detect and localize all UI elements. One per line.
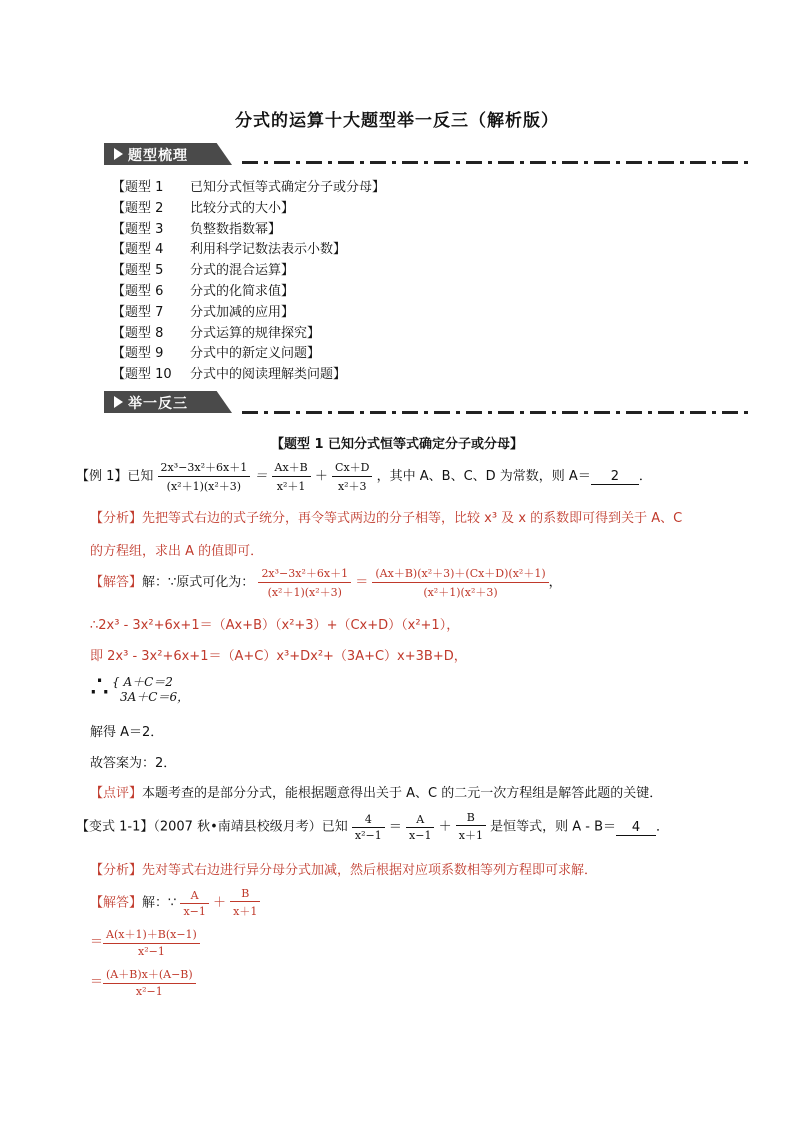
- solution-step-3: 解得 A＝2．: [90, 725, 164, 740]
- topic-number: 【题型 2: [112, 200, 164, 216]
- topic-text: 分式加减的应用】: [190, 304, 295, 320]
- topic-number: 【题型 4: [112, 242, 164, 258]
- topic-number: 【题型 9: [112, 346, 164, 362]
- banner-label: 举一反三: [128, 396, 188, 412]
- topic-text: 利用科学记数法表示小数】: [190, 242, 347, 258]
- topic-item: [112, 365, 385, 386]
- variant-step-1: ＝ $\frac{A(x+1)+B(x-1)}{\text{x²−1}}$: [90, 926, 200, 958]
- topic-item: [112, 282, 385, 303]
- topic-item: [112, 261, 385, 282]
- section-heading: 【题型 1 已知分式恒等式确定分子或分母】: [270, 437, 524, 452]
- analysis-line-2: 的方程组，求出 A 的值即可．: [90, 544, 264, 559]
- dash-divider: [242, 161, 754, 164]
- solution-step-2: 即 2x³ - 3x²+6x+1＝（A+C）x³+Dx²+（3A+C）x+3B+D，: [90, 649, 467, 664]
- topic-list: [112, 178, 385, 386]
- topic-item: [112, 220, 385, 241]
- topic-number: 【题型 6: [112, 283, 164, 299]
- topic-item: [112, 178, 385, 199]
- variant-solution-intro: 【解答】解：∵ $\frac{A}{x-1}$ ＋ $\frac{B}{x+1}$: [90, 887, 260, 919]
- dash-divider: [242, 411, 754, 414]
- topic-text: 分式的混合运算】: [190, 263, 295, 279]
- play-icon: [114, 396, 123, 408]
- topic-text: 分式的化简求值】: [190, 283, 295, 299]
- topic-number: 【题型 7: [112, 304, 164, 320]
- topic-text: 负整数指数幂】: [190, 221, 282, 237]
- answer-blank: 2: [591, 469, 639, 485]
- topic-number: 【题型 10: [112, 367, 172, 383]
- topic-item: [112, 240, 385, 261]
- variant-step-2: ＝ $\frac{(A+B)x+(A-B)}{\text{x²−1}}$: [90, 966, 196, 998]
- topic-text: 分式运算的规律探究】: [190, 325, 321, 341]
- variant-analysis: 【分析】先对等式右边进行异分母分式加减，然后根据对应项系数相等列方程即可求解．: [90, 863, 598, 878]
- comment-line: 【点评】本题考查的是部分分式，能根据题意得出关于 A、C 的二元一次方程组是解答此题的关键．: [90, 786, 663, 801]
- play-icon: [114, 148, 123, 160]
- topic-item: [112, 303, 385, 324]
- answer-blank: 4: [616, 820, 656, 836]
- banner-topic-overview: [104, 143, 239, 165]
- topic-number: 【题型 3: [112, 221, 164, 237]
- topic-item: [112, 199, 385, 220]
- banner-label: 题型梳理: [128, 148, 188, 164]
- example-1-statement: 【例 1】已知 $\frac{\text{2x³−3x²＋6x＋1}}{\text{(x²＋1)(x²＋3)}}$ ＝ $\frac{Ax+B}{\text{x²＋1}}$ ＋ $\frac{Cx+D}{\text{x²＋3}}$ ，其中 A、B、C、D 为常数，则 A＝ 2 ．: [76, 461, 652, 493]
- banner-examples: [104, 391, 239, 413]
- variant-1-1-statement: 【变式 1-1】（2007 秋•南靖县校级月考）已知 $\frac{4}{\text{x²−1}}$ ＝ $\frac{A}{x-1}$ ＋ $\frac{B}{x+1}$ 是恒等式，则 A - B＝ 4 ．: [76, 811, 670, 842]
- final-answer: 故答案为：2．: [90, 756, 177, 771]
- topic-number: 【题型 5: [112, 263, 164, 279]
- topic-text: 分式中的阅读理解类问题】: [190, 367, 347, 383]
- topic-number: 【题型 1: [112, 180, 164, 195]
- solution-line-1: 【解答】解：∵原式可化为： $\frac{\text{2x³−3x²＋6x＋1}}{\text{(x²＋1)(x²＋3)}}$ ＝ $\frac{\text{(Ax＋B)(x²＋3)＋(Cx＋D)(x²＋1)}}{\text{(x²＋1)(x²＋3)}}$ ，: [90, 567, 562, 599]
- topic-number: 【题型 8: [112, 325, 164, 341]
- solution-step-1: ∴2x³ - 3x²+6x+1＝（Ax+B）（x²+3）+（Cx+D）（x²+1），: [90, 618, 460, 633]
- page-title: 分式的运算十大题型举一反三（解析版）: [235, 111, 559, 131]
- analysis-line-1: 【分析】先把等式右边的式子统分，再令等式两边的分子相等，比较 x³ 及 x 的系数即可得到关于 A、C: [90, 511, 683, 526]
- topic-item: [112, 324, 385, 345]
- topic-text: 比较分式的大小】: [190, 200, 295, 216]
- topic-text: 分式中的新定义问题】: [190, 346, 321, 362]
- topic-item: [112, 344, 385, 365]
- topic-text: 已知分式恒等式确定分子或分母】: [190, 180, 386, 195]
- example-label: 【例 1】已知: [76, 469, 154, 484]
